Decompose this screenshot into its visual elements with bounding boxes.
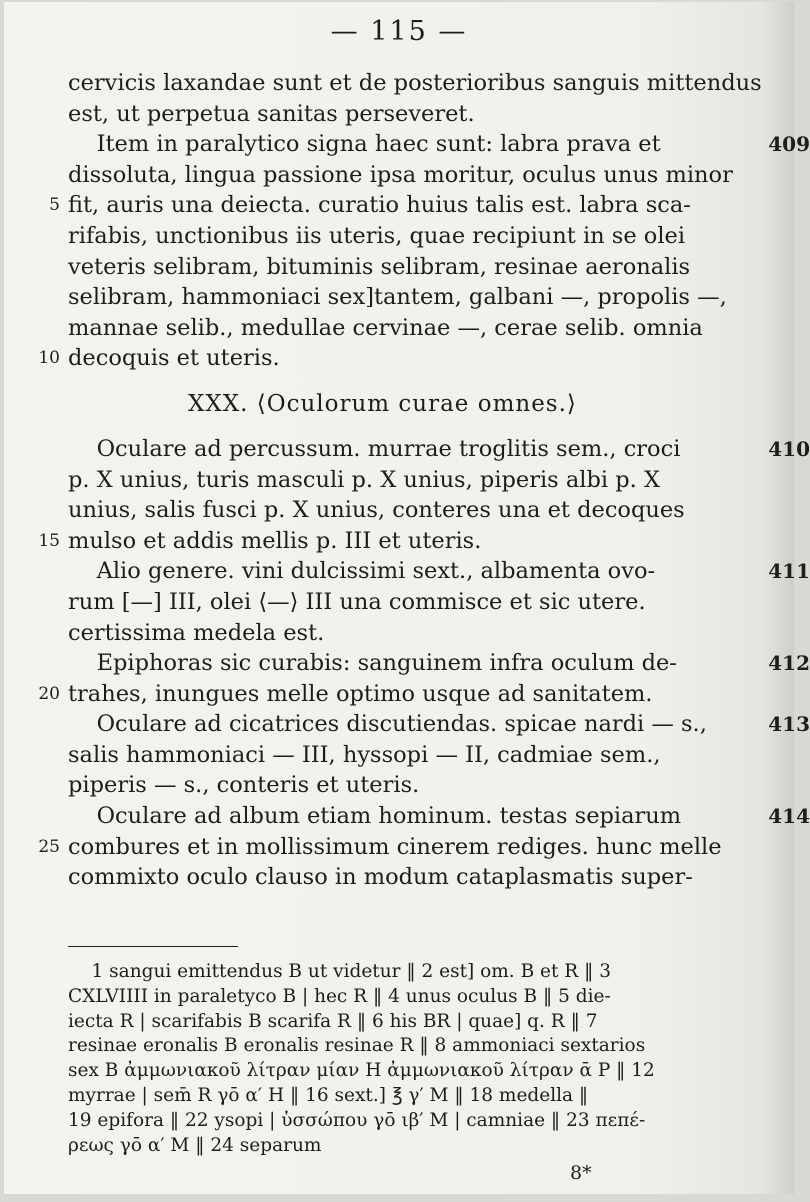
line-text: unius, salis fusci p. X unius, conteres una et decoques: [68, 497, 685, 524]
section-number: 414: [768, 804, 810, 829]
line-text: fit, auris una deiecta. curatio huius talis est. labra sca-: [68, 192, 691, 219]
apparatus-line: 1 sangui emittendus B ut videtur ‖ 2 est] om. B et R ‖ 3: [68, 961, 612, 982]
line-number: 20: [38, 683, 60, 704]
apparatus-line: iecta R | scarifabis B scarifa R ‖ 6 his BR | quae] q. R ‖ 7: [68, 1010, 598, 1032]
apparatus-line: sex B ἀμμωνιακοῦ λίτραν μίαν H ἀμμωνιακοῦ λίτραν ᾱ P ‖ 12: [68, 1060, 655, 1082]
section-number: 412: [768, 651, 810, 676]
line-text: certissima medela est.: [68, 619, 325, 646]
line-text: piperis — s., conteris et uteris.: [68, 772, 420, 799]
text-line: [68, 313, 748, 344]
line-number: 25: [38, 836, 60, 857]
footnote-divider: [68, 946, 238, 947]
line-text: cervicis laxandae sunt et de posterioribus sanguis mittendus: [68, 70, 762, 96]
apparatus-line: CXLVIIII in paraletyco B | hec R ‖ 4 unus oculus B ‖ 5 die-: [68, 985, 611, 1007]
line-text: salis hammoniaci — III, hyssopi — II, cadmiae sem.,: [68, 741, 661, 768]
text-line: [68, 221, 748, 252]
line-text: commixto oculo clauso in modum cataplasmatis super-: [68, 864, 693, 891]
text-line: [68, 68, 762, 99]
line-text: Epiphoras sic curabis: sanguinem infra oculum de-: [68, 650, 677, 677]
signature-mark: 8*: [570, 1162, 592, 1184]
apparatus-line: ρεως γō α′ M ‖ 24 separum: [68, 1134, 322, 1156]
line-text: Oculare ad percussum. murrae troglitis sem., croci: [68, 435, 681, 462]
text-line: [68, 465, 748, 496]
line-text: rum [—] III, olei ⟨—⟩ III una commisce et sic utere.: [68, 588, 646, 615]
book-page: [4, 2, 810, 1194]
text-line: [68, 495, 748, 526]
line-number: 15: [38, 530, 60, 551]
text-line: [68, 160, 748, 191]
section-heading: XXX. ⟨Oculorum curae omnes.⟩: [188, 390, 577, 417]
line-text: Item in paralytico signa haec sunt: labra prava et: [68, 131, 661, 158]
line-number: 10: [38, 348, 60, 369]
line-text: mulso et addis mellis p. III et uteris.: [68, 527, 482, 554]
text-line: [68, 862, 748, 893]
line-text: dissoluta, lingua passione ipsa moritur, oculus unus minor: [68, 161, 733, 188]
text-line: [68, 434, 810, 465]
line-text: Oculare ad cicatrices discutiendas. spicae nardi — s.,: [68, 711, 707, 738]
apparatus-line: resinae eronalis B eronalis resinae R ‖ 8 ammoniaci sextarios: [68, 1035, 646, 1057]
critical-apparatus: [68, 960, 748, 1158]
text-line: [68, 770, 748, 801]
text-line: [68, 709, 810, 740]
text-line: [38, 343, 748, 374]
page-number: — 115 —: [330, 16, 468, 47]
text-line: [68, 252, 748, 283]
text-line: [68, 618, 748, 649]
text-line: [68, 740, 748, 771]
main-text: [38, 68, 810, 893]
text-line: [68, 99, 748, 130]
text-line: [38, 832, 748, 863]
line-number: 5: [49, 195, 60, 216]
text-line: [38, 526, 748, 557]
section-number: 411: [768, 559, 810, 584]
text-line: [68, 801, 810, 832]
text-line: [68, 129, 810, 160]
text-line: [68, 556, 810, 587]
text-line: [68, 282, 748, 313]
line-text: trahes, inungues melle optimo usque ad sanitatem.: [68, 680, 653, 707]
line-text: Oculare ad album etiam hominum. testas sepiarum: [68, 803, 682, 830]
line-text: mannae selib., medullae cervinae —, cerae selib. omnia: [68, 314, 703, 341]
line-text: selibram, hammoniaci sex]tantem, galbani —, propolis —,: [68, 284, 727, 311]
section-number: 409: [768, 132, 810, 157]
text-line: [49, 190, 748, 221]
text-line: [68, 587, 748, 618]
text-line: [68, 648, 810, 679]
apparatus-line: 19 epifora ‖ 22 ysopi | ὑσσώπου γō ιβ′ M | camniae ‖ 23 πεπέ-: [68, 1109, 646, 1131]
section-number: 413: [768, 712, 810, 737]
line-text: combures et in mollissimum cinerem rediges. hunc melle: [68, 833, 722, 860]
line-text: veteris selibram, bituminis selibram, resinae aeronalis: [68, 253, 691, 280]
line-text: rifabis, unctionibus iis uteris, quae recipiunt in se olei: [68, 222, 686, 249]
text-line: [38, 679, 748, 710]
section-heading-row: [68, 374, 748, 434]
line-text: Alio genere. vini dulcissimi sext., albamenta ovo-: [68, 558, 656, 585]
line-text: est, ut perpetua sanitas perseveret.: [68, 100, 475, 127]
line-text: p. X unius, turis masculi p. X unius, piperis albi p. X: [68, 466, 660, 493]
line-text: decoquis et uteris.: [68, 345, 280, 372]
section-number: 410: [768, 436, 810, 461]
apparatus-line: myrrae | sem̄ R γō α′ H ‖ 16 sext.] ℥ γ′ M ‖ 18 medella ‖: [68, 1084, 589, 1106]
